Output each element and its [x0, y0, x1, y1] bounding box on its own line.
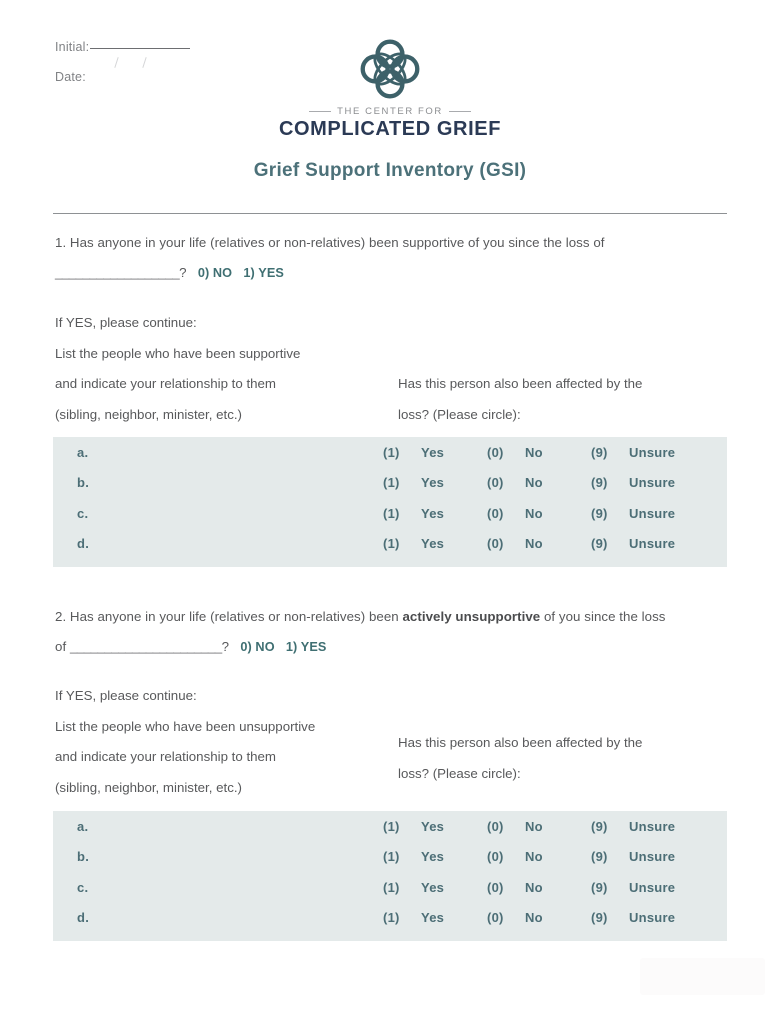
answer-code-no[interactable]: (0) — [487, 818, 504, 834]
answer-option-yes[interactable]: Yes — [421, 879, 445, 895]
answer-code-no[interactable]: (0) — [487, 475, 504, 491]
question-1-text — [55, 228, 745, 288]
answer-row-letter[interactable]: c. — [77, 505, 89, 521]
question-2-emphasis: actively unsupportive — [402, 609, 541, 624]
table-row[interactable] — [53, 811, 727, 842]
answer-code-yes[interactable]: (1) — [383, 849, 400, 865]
question-1-blank[interactable]: __________________ — [55, 265, 180, 280]
title-divider — [53, 213, 727, 214]
answer-option-yes[interactable]: Yes — [421, 910, 445, 926]
answer-code-yes[interactable]: (1) — [383, 910, 400, 926]
answer-code-unsure[interactable]: (9) — [591, 818, 608, 834]
answer-option-yes[interactable]: Yes — [421, 849, 445, 865]
answer-code-no[interactable]: (0) — [487, 536, 504, 552]
answer-option-no[interactable]: No — [525, 879, 543, 895]
question-1-line1: 1. Has anyone in your life (relatives or non-relatives) been supportive of you since the loss of — [55, 235, 605, 250]
answer-code-yes[interactable]: (1) — [383, 505, 400, 521]
answer-option-unsure[interactable]: Unsure — [629, 849, 676, 865]
question-1-affected-header — [398, 369, 728, 430]
answer-option-no[interactable]: No — [525, 475, 543, 491]
question-2-blank[interactable]: ______________________ — [69, 639, 222, 654]
answer-option-no[interactable]: No — [525, 444, 543, 460]
question-2-instruction-line-1: List the people who have been unsupportive — [55, 718, 316, 734]
answer-option-no[interactable]: No — [525, 536, 543, 552]
question-2-affected-line-1: Has this person also been affected by the — [398, 735, 643, 750]
answer-code-yes[interactable]: (1) — [383, 818, 400, 834]
question-2-instruction-line-3: (sibling, neighbor, minister, etc.) — [55, 779, 242, 795]
question-1-option-no[interactable]: 0) NO — [197, 266, 233, 280]
answer-code-no[interactable]: (0) — [487, 505, 504, 521]
question-2-affected-line-2: loss? (Please circle): — [398, 765, 521, 781]
question-2-instructions — [55, 681, 405, 803]
answer-option-yes[interactable]: Yes — [421, 444, 445, 460]
date-label: Date: — [55, 70, 86, 84]
answer-code-no[interactable]: (0) — [487, 444, 504, 460]
question-2-continue-prompt: If YES, please continue: — [55, 688, 197, 703]
answer-row-letter[interactable]: b. — [77, 849, 90, 865]
table-row[interactable] — [53, 529, 727, 560]
answer-code-yes[interactable]: (1) — [383, 879, 400, 895]
tagline-dash-left — [309, 111, 331, 112]
question-2-option-yes[interactable]: 1) YES — [285, 640, 327, 654]
table-row[interactable] — [53, 468, 727, 499]
organization-logo — [0, 36, 780, 141]
answer-code-unsure[interactable]: (9) — [591, 536, 608, 552]
question-1-affected-line-2: loss? (Please circle): — [398, 406, 521, 422]
answer-code-no[interactable]: (0) — [487, 849, 504, 865]
question-1-instruction-line-3: (sibling, neighbor, minister, etc.) — [55, 406, 242, 422]
answer-code-no[interactable]: (0) — [487, 879, 504, 895]
answer-code-unsure[interactable]: (9) — [591, 505, 608, 521]
answer-option-unsure[interactable]: Unsure — [629, 818, 676, 834]
answer-option-yes[interactable]: Yes — [421, 536, 445, 552]
question-1-qmark: ? — [179, 265, 187, 280]
answer-code-unsure[interactable]: (9) — [591, 910, 608, 926]
question-2-option-no[interactable]: 0) NO — [240, 640, 275, 654]
answer-code-unsure[interactable]: (9) — [591, 879, 608, 895]
answer-row-letter[interactable]: d. — [77, 536, 90, 552]
table-row[interactable] — [53, 842, 727, 873]
answer-code-yes[interactable]: (1) — [383, 475, 400, 491]
answer-option-yes[interactable]: Yes — [421, 505, 445, 521]
question-2-answer-table — [53, 811, 727, 941]
answer-option-no[interactable]: No — [525, 849, 543, 865]
answer-option-no[interactable]: No — [525, 505, 543, 521]
question-2-instruction-line-2: and indicate your relationship to them — [55, 749, 277, 764]
answer-code-unsure[interactable]: (9) — [591, 849, 608, 865]
logo-tagline — [309, 106, 471, 117]
question-1-instructions — [55, 308, 395, 430]
question-1-continue-prompt: If YES, please continue: — [55, 315, 197, 330]
answer-option-unsure[interactable]: Unsure — [629, 536, 676, 552]
answer-option-yes[interactable]: Yes — [421, 818, 445, 834]
table-row[interactable] — [53, 437, 727, 468]
initial-label: Initial: — [55, 40, 90, 54]
answer-row-letter[interactable]: d. — [77, 910, 90, 926]
logo-tagline-text: THE CENTER FOR — [337, 106, 443, 117]
background-artifact — [640, 958, 765, 995]
answer-row-letter[interactable]: c. — [77, 879, 89, 895]
complicated-grief-knot-icon — [359, 36, 421, 102]
answer-code-unsure[interactable]: (9) — [591, 475, 608, 491]
answer-option-unsure[interactable]: Unsure — [629, 879, 676, 895]
question-2-line1-pre: 2. Has anyone in your life (relatives or non-relatives) been — [55, 609, 403, 624]
answer-option-yes[interactable]: Yes — [421, 475, 445, 491]
question-2-qmark: ? — [221, 639, 230, 654]
answer-option-unsure[interactable]: Unsure — [629, 505, 676, 521]
answer-option-no[interactable]: No — [525, 818, 543, 834]
table-row[interactable] — [53, 903, 727, 934]
answer-code-yes[interactable]: (1) — [383, 536, 400, 552]
question-2-line1-post: of you since the loss — [540, 609, 666, 624]
logo-organization-name: COMPLICATED GRIEF — [278, 118, 502, 140]
question-1-instruction-line-2: and indicate your relationship to them — [55, 376, 277, 391]
answer-row-letter[interactable]: a. — [77, 818, 89, 834]
question-1-answer-table — [53, 437, 727, 567]
answer-option-no[interactable]: No — [525, 910, 543, 926]
answer-option-unsure[interactable]: Unsure — [629, 444, 676, 460]
question-2-line2-pre: of — [55, 639, 70, 654]
table-row[interactable] — [53, 872, 727, 903]
answer-row-letter[interactable]: a. — [77, 444, 89, 460]
question-1-affected-line-1: Has this person also been affected by the — [398, 376, 643, 391]
question-1-instruction-line-1: List the people who have been supportive — [55, 345, 301, 361]
question-1-option-yes[interactable]: 1) YES — [243, 266, 284, 280]
answer-row-letter[interactable]: b. — [77, 475, 90, 491]
question-2-affected-header — [398, 728, 728, 789]
answer-code-yes[interactable]: (1) — [383, 444, 400, 460]
answer-code-no[interactable]: (0) — [487, 910, 504, 926]
answer-code-unsure[interactable]: (9) — [591, 444, 608, 460]
answer-option-unsure[interactable]: Unsure — [629, 910, 676, 926]
tagline-dash-right — [449, 111, 471, 112]
question-2-text — [55, 602, 745, 662]
table-row[interactable] — [53, 498, 727, 529]
answer-option-unsure[interactable]: Unsure — [629, 475, 676, 491]
page-title: Grief Support Inventory (GSI) — [253, 160, 527, 181]
